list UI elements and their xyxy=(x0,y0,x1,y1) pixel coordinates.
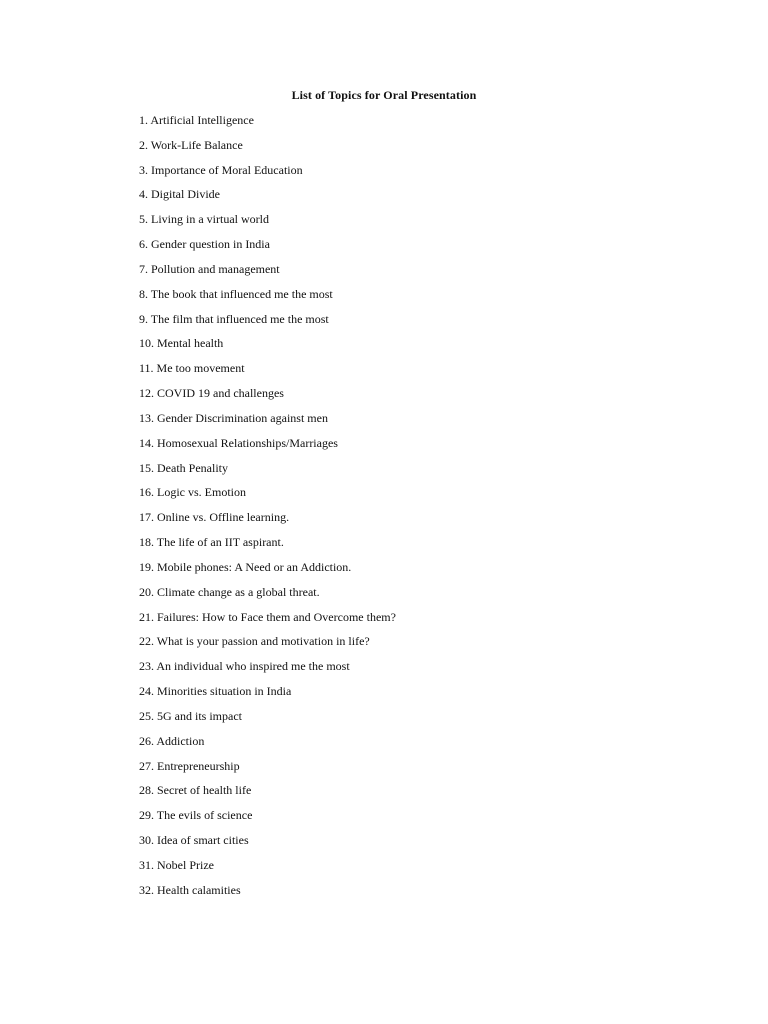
topic-item: 24. Minorities situation in India xyxy=(139,684,292,699)
topic-item: 7. Pollution and management xyxy=(139,261,280,276)
topic-item: 29. The evils of science xyxy=(139,808,253,823)
topic-item: 11. Me too movement xyxy=(139,361,245,376)
topic-item: 3. Importance of Moral Education xyxy=(139,162,303,177)
topic-item: 1. Artificial Intelligence xyxy=(139,113,254,127)
topic-item: 23. An individual who inspired me the most xyxy=(139,659,350,674)
topic-item: 26. Addiction xyxy=(139,733,205,748)
topic-list xyxy=(139,112,396,907)
topic-item: 25. 5G and its impact xyxy=(139,708,242,723)
topic-item: 28. Secret of health life xyxy=(139,783,252,798)
topic-item: 17. Online vs. Offline learning. xyxy=(139,510,290,525)
topic-item: 14. Homosexual Relationships/Marriages xyxy=(139,435,338,450)
topic-item: 31. Nobel Prize xyxy=(139,857,214,872)
document-title: List of Topics for Oral Presentation xyxy=(291,88,477,102)
topic-item: 21. Failures: How to Face them and Overcome them? xyxy=(139,609,396,624)
topic-item: 4. Digital Divide xyxy=(139,187,220,202)
topic-item: 32. Health calamities xyxy=(139,882,241,897)
topic-item: 30. Idea of smart cities xyxy=(139,833,249,848)
topic-item: 13. Gender Discrimination against men xyxy=(139,410,328,425)
topic-item: 19. Mobile phones: A Need or an Addiction. xyxy=(139,559,352,574)
topic-item: 22. What is your passion and motivation in life? xyxy=(139,634,370,649)
topic-item: 2. Work-Life Balance xyxy=(139,137,243,152)
topic-item: 18. The life of an IIT aspirant. xyxy=(139,535,284,550)
topic-item: 12. COVID 19 and challenges xyxy=(139,386,284,401)
topic-item: 6. Gender question in India xyxy=(139,237,270,252)
topic-item: 5. Living in a virtual world xyxy=(139,212,269,227)
topic-item: 16. Logic vs. Emotion xyxy=(139,485,246,500)
topic-item: 10. Mental health xyxy=(139,336,224,351)
topic-item: 15. Death Penality xyxy=(139,460,228,475)
topic-item: 9. The film that influenced me the most xyxy=(139,311,329,326)
topic-item: 27. Entrepreneurship xyxy=(139,758,240,773)
topic-item: 8. The book that influenced me the most xyxy=(139,286,333,301)
topic-item: 20. Climate change as a global threat. xyxy=(139,584,320,599)
